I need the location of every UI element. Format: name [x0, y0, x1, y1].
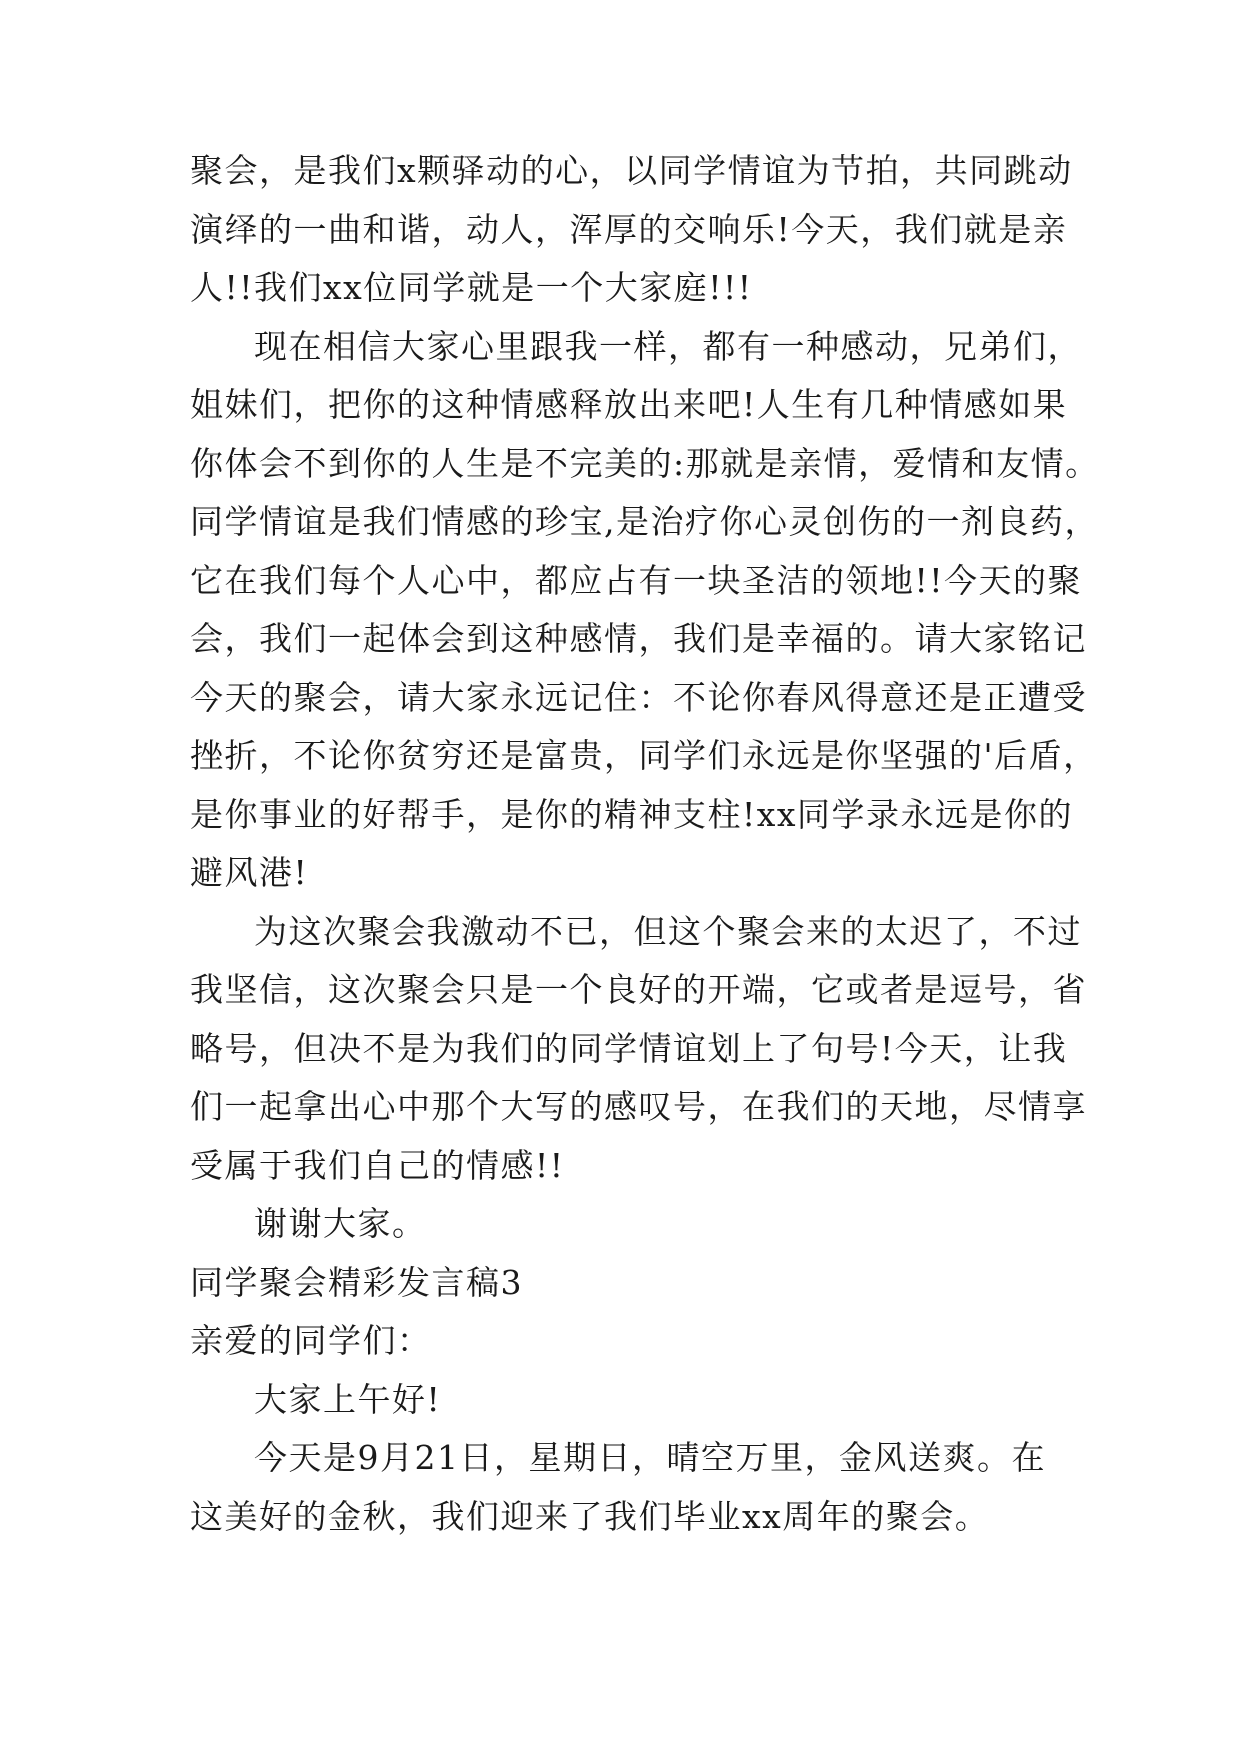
paragraph-first-line: 今天是9月21日，星期日，晴空万里，金风送爽。在	[254, 1438, 1046, 1477]
text-line: 我坚信，这次聚会只是一个良好的开端，它或者是逗号，省	[190, 970, 1087, 1009]
paragraph-first-line: 谢谢大家。	[254, 1204, 427, 1243]
text-line: 受属于我们自己的情感!!	[190, 1146, 565, 1185]
text-line: 同学情谊是我们情感的珍宝,是治疗你心灵创伤的一剂良药，	[190, 502, 1099, 541]
salutation: 亲爱的同学们：	[190, 1321, 432, 1360]
text-line: 们一起拿出心中那个大写的感叹号，在我们的天地，尽情享	[190, 1087, 1087, 1126]
text-line: 演绎的一曲和谐，动人，浑厚的交响乐!今天，我们就是亲	[190, 210, 1068, 249]
paragraph-first-line: 为这次聚会我激动不已，但这个聚会来的太迟了，不过	[254, 912, 1082, 951]
text-line: 避风港!	[190, 853, 309, 892]
text-line: 挫折，不论你贫穷还是富贵，同学们永远是你坚强的'后盾，	[190, 736, 1098, 775]
text-line: 会，我们一起体会到这种感情，我们是幸福的。请大家铭记	[190, 619, 1087, 658]
text-line: 你体会不到你的人生是不完美的:那就是亲情，爱情和友情。	[190, 444, 1100, 483]
text-line: 人!!我们xx位同学就是一个大家庭!!!	[190, 268, 753, 307]
text-line: 略号，但决不是为我们的同学情谊划上了句号!今天，让我	[190, 1029, 1068, 1068]
text-line: 聚会，是我们x颗驿动的心，以同学情谊为节拍，共同跳动	[190, 151, 1073, 190]
text-line: 它在我们每个人心中，都应占有一块圣洁的领地!!今天的聚	[190, 561, 1083, 600]
paragraph-first-line: 现在相信大家心里跟我一样，都有一种感动，兄弟们，	[254, 327, 1082, 366]
text-line: 这美好的金秋，我们迎来了我们毕业xx周年的聚会。	[190, 1497, 990, 1536]
text-line: 是你事业的好帮手，是你的精神支柱!xx同学录永远是你的	[190, 795, 1073, 834]
section-heading: 同学聚会精彩发言稿3	[190, 1263, 523, 1302]
text-line: 姐妹们，把你的这种情感释放出来吧!人生有几种情感如果	[190, 385, 1068, 424]
greeting: 大家上午好!	[254, 1380, 442, 1419]
text-line: 今天的聚会，请大家永远记住：不论你春风得意还是正遭受	[190, 678, 1087, 717]
